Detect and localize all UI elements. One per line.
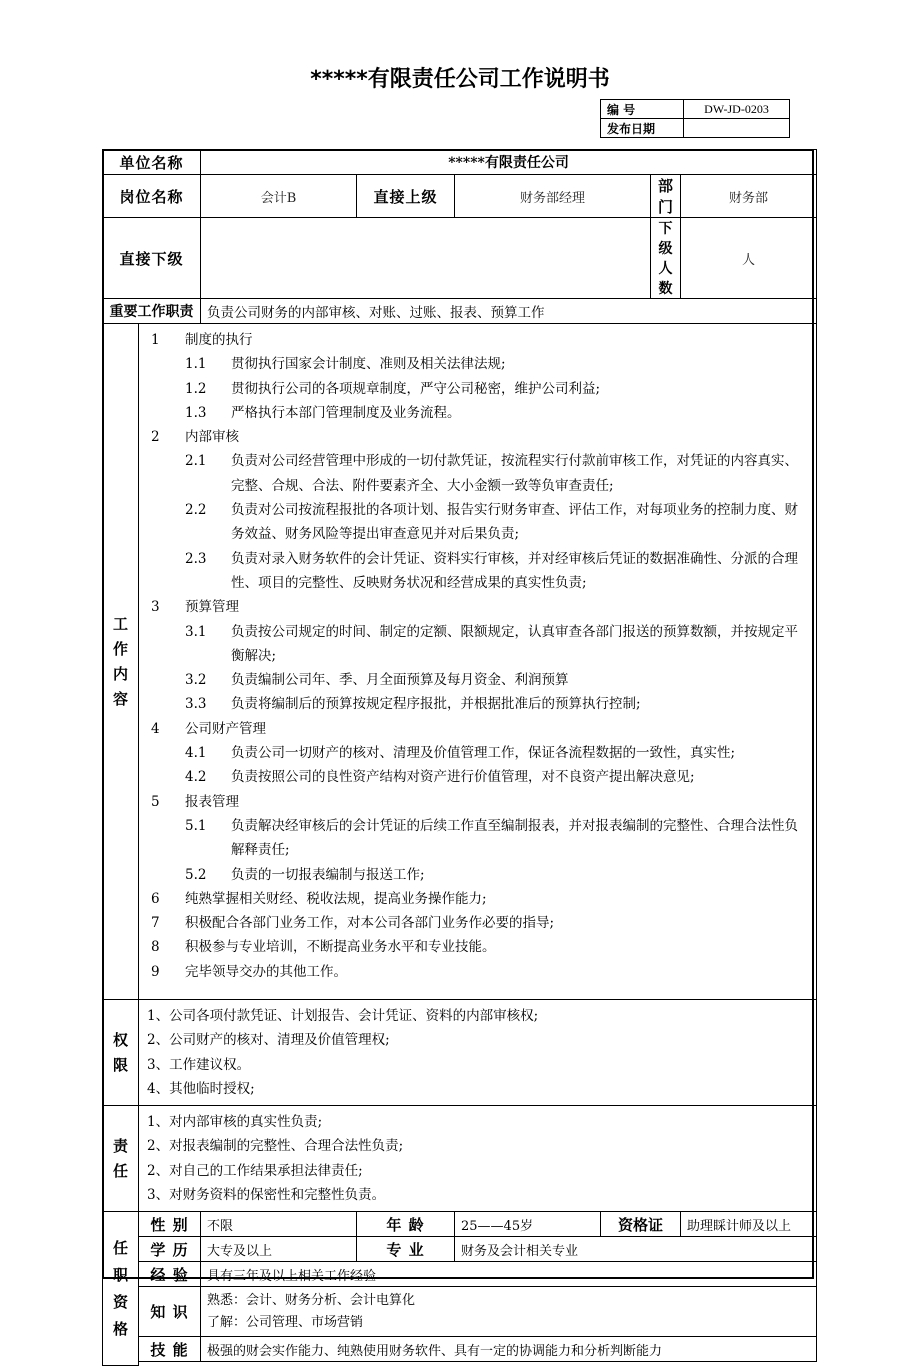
responsibility-content (139, 1106, 817, 1212)
work-item-text: 预算管理 (185, 599, 239, 616)
work-item (145, 790, 810, 814)
work-item-number: 1 (151, 332, 160, 348)
knowledge-value (201, 1287, 817, 1337)
work-subitem-number: 1.3 (185, 404, 207, 421)
work-subitem (145, 620, 810, 669)
certificate-label: 资格证 (601, 1212, 681, 1237)
responsibility-item: 2、对自己的工作结果承担法律责任; (147, 1162, 363, 1179)
code-label: 编 号 (601, 100, 684, 119)
major-value: 财务及会计相关专业 (455, 1237, 817, 1262)
work-item-text: 内部审核 (185, 429, 239, 446)
document-meta-table (600, 99, 790, 138)
work-item (145, 328, 810, 352)
work-subitem (145, 498, 810, 547)
responsibility-item: 3、对财务资料的保密性和完整性负责。 (147, 1187, 386, 1204)
knowledge-familiar: 熟悉：会计、财务分析、会计电算化 (207, 1292, 416, 1308)
work-subitem (145, 668, 810, 692)
work-subitem (145, 401, 810, 425)
knowledge-understand: 了解：公司管理、市场营销 (207, 1314, 364, 1330)
work-subitem-number: 4.1 (185, 745, 207, 762)
work-subitem (145, 352, 810, 376)
direct-superior-value: 财务部经理 (455, 175, 651, 218)
subordinate-count-label: 下级人数 (651, 218, 681, 299)
work-subitem (145, 765, 810, 789)
skill-value: 极强的财会实作能力、纯熟使用财务软件、具有一定的协调能力和分析判断能力 (201, 1337, 817, 1362)
publish-date-label: 发布日期 (601, 119, 684, 138)
job-description-table (102, 149, 817, 1366)
code-value: DW-JD-0203 (684, 100, 790, 119)
work-item (145, 887, 810, 911)
work-subitem (145, 741, 810, 765)
work-subitem-text: 负责的一切报表编制与报送工作; (231, 866, 425, 883)
authority-content (139, 1000, 817, 1106)
work-subitem-text: 负责按公司规定的时间、制定的定额、限额规定，认真审查各部门报送的预算数额，并按规定平衡解决; (231, 623, 798, 664)
work-item-text: 完毕领导交办的其他工作。 (185, 963, 347, 980)
work-item-number: 2 (151, 429, 160, 446)
work-subitem-text: 负责公司一切财产的核对、清理及价值管理工作，保证各流程数据的一致性，真实性; (231, 745, 736, 762)
age-value: 25——45岁 (455, 1212, 601, 1237)
department-label: 部 门 (651, 175, 681, 218)
work-item-number: 6 (151, 890, 160, 907)
work-subitem-number: 1.2 (185, 380, 207, 397)
work-subitem-text: 负责对录入财务软件的会计凭证、资料实行审核，并对经审核后凭证的数据准确性、分派的合理性、项目的完整性、反映财务状况和经营成果的真实性负责; (231, 550, 798, 591)
work-content-label: 工 作 内 容 (103, 324, 139, 1000)
work-subitem-text: 贯彻执行国家会计制度、准则及相关法律法规; (231, 356, 506, 373)
work-item (145, 960, 810, 984)
direct-subordinate-value (201, 218, 651, 299)
work-subitem-text: 严格执行本部门管理制度及业务流程。 (231, 404, 461, 421)
authority-item: 3、工作建议权。 (147, 1056, 251, 1073)
work-subitem (145, 692, 810, 716)
work-subitem-number: 3.2 (185, 672, 207, 689)
post-name-value: 会计B (201, 175, 357, 218)
key-duties-label: 重要工作职责 (103, 299, 201, 324)
gender-value: 不限 (201, 1212, 357, 1237)
work-subitem-number: 5.1 (185, 817, 207, 834)
qualification-label: 任 职 资 格 (103, 1212, 139, 1366)
work-item (145, 425, 810, 449)
work-subitem-text: 贯彻执行公司的各项规章制度，严守公司秘密，维护公司利益; (231, 380, 601, 397)
work-subitem (145, 814, 810, 863)
subordinate-count-value: 人 (681, 218, 817, 299)
responsibility-item: 2、对报表编制的完整性、合理合法性负责; (147, 1138, 404, 1155)
post-name-label: 岗位名称 (103, 175, 201, 218)
experience-value: 具有三年及以上相关工作经验 (201, 1262, 817, 1287)
authority-item: 2、公司财产的核对、清理及价值管理权; (147, 1032, 390, 1049)
work-subitem-text: 负责对公司经营管理中形成的一切付款凭证，按流程实行付款前审核工作，对凭证的内容真实、完整、合规、合法、附件要素齐全、大小金额一致等负审查责任; (231, 453, 798, 494)
work-item (145, 911, 810, 935)
work-subitem (145, 449, 810, 498)
work-item-number: 5 (151, 793, 160, 810)
work-subitem (145, 377, 810, 401)
work-subitem-text: 负责编制公司年、季、月全面预算及每月资金、利润预算 (231, 672, 569, 689)
work-item-text: 积极参与专业培训，不断提高业务水平和专业技能。 (185, 939, 496, 956)
major-label: 专 业 (357, 1237, 455, 1262)
work-item (145, 717, 810, 741)
responsibility-label: 责 任 (103, 1106, 139, 1212)
page-title: *****有限责任公司工作说明书 (310, 67, 610, 92)
direct-superior-label: 直接上级 (357, 175, 455, 218)
work-subitem-number: 5.2 (185, 866, 207, 883)
knowledge-label: 知 识 (139, 1287, 201, 1337)
certificate-value: 助理睬计师及以上 (681, 1212, 817, 1237)
work-item-text: 公司财产管理 (185, 720, 266, 737)
work-subitem-number: 2.1 (185, 453, 207, 470)
department-value: 财务部 (681, 175, 817, 218)
key-duties-value: 负责公司财务的内部审核、对账、过账、报表、预算工作 (201, 299, 817, 324)
work-item-text: 积极配合各部门业务工作，对本公司各部门业务作必要的指导; (185, 915, 555, 932)
experience-label: 经 验 (139, 1262, 201, 1287)
work-item-number: 4 (151, 720, 160, 737)
work-item-text: 报表管理 (185, 793, 239, 810)
work-subitem-number: 2.2 (185, 502, 207, 519)
work-item (145, 935, 810, 959)
work-subitem-number: 2.3 (185, 550, 207, 567)
skill-label: 技 能 (139, 1337, 201, 1362)
work-subitem-number: 3.3 (185, 696, 207, 713)
responsibility-item: 1、对内部审核的真实性负责; (147, 1114, 323, 1131)
education-value: 大专及以上 (201, 1237, 357, 1262)
bottom-spacer (139, 1362, 817, 1366)
direct-subordinate-label: 直接下级 (103, 218, 201, 299)
age-label: 年 龄 (357, 1212, 455, 1237)
work-subitem-text: 负责按照公司的良性资产结构对资产进行价值管理，对不良资产提出解决意见; (231, 769, 695, 786)
work-item-number: 8 (151, 939, 160, 956)
work-subitem-text: 负责将编制后的预算按规定程序报批，并根据批准后的预算执行控制; (231, 696, 641, 713)
work-item-text: 制度的执行 (185, 332, 253, 348)
education-label: 学 历 (139, 1237, 201, 1262)
publish-date-value (684, 119, 790, 138)
unit-name-label: 单位名称 (103, 150, 201, 175)
work-item-number: 3 (151, 599, 160, 616)
work-subitem-number: 1.1 (185, 356, 207, 373)
work-item (145, 595, 810, 619)
authority-item: 4、其他临时授权; (147, 1080, 255, 1097)
work-item-number: 9 (151, 963, 160, 980)
authority-item: 1、公司各项付款凭证、计划报告、会计凭证、资料的内部审核权; (147, 1008, 539, 1024)
work-subitem-text: 负责解决经审核后的会计凭证的后续工作直至编制报表，并对报表编制的完整性、合理合法性负解释责任; (231, 817, 798, 859)
work-subitem-number: 4.2 (185, 769, 207, 786)
work-subitem-text: 负责对公司按流程报批的各项计划、报告实行财务审查、评估工作，对每项业务的控制力度、财务效益、财务风险等提出审查意见并对后果负责; (231, 502, 798, 543)
work-item-number: 7 (151, 915, 160, 932)
work-subitem (145, 547, 810, 596)
authority-label: 权 限 (103, 1000, 139, 1106)
unit-name-value: *****有限责任公司 (201, 150, 817, 175)
work-subitem-number: 3.1 (185, 623, 207, 640)
work-subitem (145, 863, 810, 887)
work-content (139, 324, 817, 1000)
gender-label: 性 别 (139, 1212, 201, 1237)
work-item-text: 纯熟掌握相关财经、税收法规，提高业务操作能力; (185, 890, 487, 907)
